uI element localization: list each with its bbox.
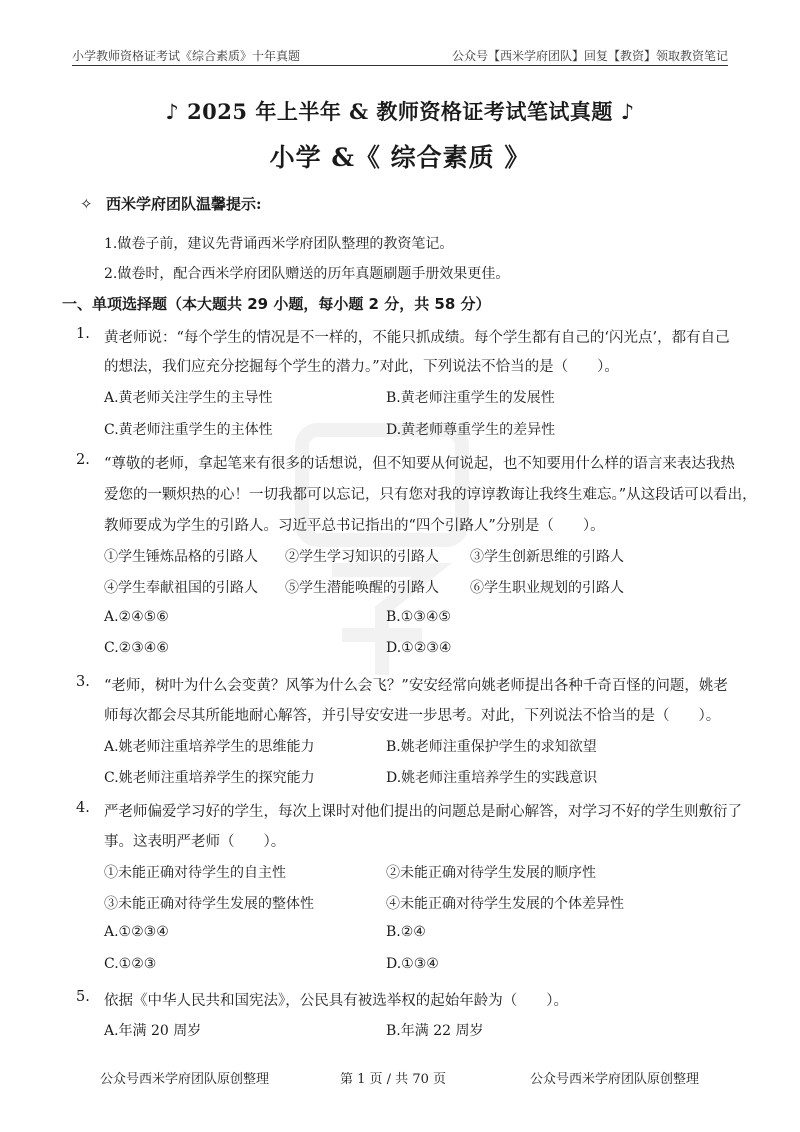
question-text-line: 师每次都会尽其所能地耐心解答，并引导安安进一步思考。对此，下列说法不恰当的是（ ）。 — [104, 708, 721, 724]
page-header — [72, 45, 728, 66]
statement: ②学生学习知识的引路人 — [285, 549, 439, 565]
statement: ⑥学生职业规划的引路人 — [470, 580, 624, 596]
option-b: B.黄老师注重学生的发展性 — [386, 390, 555, 406]
option-c: C.①②③ — [104, 956, 157, 972]
question-number: 3. — [76, 674, 90, 690]
question-text-line: 依据《中华人民共和国宪法》，公民具有被选举权的起始年龄为（ ）。 — [104, 993, 568, 1009]
option-d: D.①②③④ — [386, 640, 452, 656]
statement: ④学生奉献祖国的引路人 — [104, 580, 258, 596]
question-text-line: “尊敬的老师，拿起笔来有很多的话想说，但不知要从何说起，也不知要用什么样的语言来表达我热 — [104, 456, 735, 472]
page-number: 第 1 页 / 共 70 页 — [340, 1072, 446, 1087]
option-a: A.黄老师关注学生的主导性 — [104, 390, 273, 406]
option-b: B.年满 22 周岁 — [386, 1023, 484, 1039]
option-c: C.姚老师注重培养学生的探究能力 — [104, 770, 315, 786]
option-d: D.①③④ — [386, 956, 439, 972]
footer-left: 公众号西米学府团队原创整理 — [100, 1072, 270, 1087]
question-text-line: 严老师偏爱学习好的学生，每次上课时对他们提出的问题总是耐心解答，对学习不好的学生则敷衍了 — [104, 804, 742, 820]
option-d: D.黄老师尊重学生的差异性 — [386, 422, 556, 438]
statement: ①未能正确对待学生的自主性 — [104, 865, 286, 881]
question-text-line: “老师，树叶为什么会变黄？风筝为什么会飞？”安安经常向姚老师提出各种千奇百怪的问题，姚老 — [104, 678, 728, 694]
question-number: 4. — [76, 800, 90, 816]
header-left: 小学教师资格证考试《综合素质》十年真题 — [72, 49, 301, 63]
statement: ②未能正确对待学生发展的顺序性 — [386, 865, 596, 881]
tips-heading-text: 西米学府团队温馨提示: — [106, 195, 262, 213]
question-number: 2. — [76, 452, 90, 468]
tip-item: 1.做卷子前，建议先背诵西米学府团队整理的教资笔记。 — [104, 236, 454, 252]
tip-item: 2.做卷时，配合西米学府团队赠送的历年真题刷题手册效果更佳。 — [104, 266, 510, 282]
statement: ③未能正确对待学生发展的整体性 — [104, 896, 314, 912]
question-text-line: 黄老师说：“每个学生的情况是不一样的，不能只抓成绩。每个学生都有自己的‘闪光点’，都有自己 — [104, 330, 730, 346]
option-a: A.②④⑤⑥ — [104, 609, 169, 625]
question-text-line: 的想法，我们应充分挖掘每个学生的潜力。”对此，下列说法不恰当的是（ ）。 — [104, 359, 619, 375]
option-a: A.年满 20 周岁 — [104, 1023, 202, 1039]
option-b: B.①③④⑤ — [386, 609, 451, 625]
sparkle-icon: ✧ — [80, 195, 93, 213]
tips-heading — [80, 193, 262, 214]
question-text-line: 教师要成为学生的引路人。习近平总书记指出的“四个引路人”分别是（ ）。 — [104, 518, 605, 534]
header-right: 公众号【西米学府团队】回复【教资】领取教资笔记 — [451, 49, 728, 63]
option-a: A.姚老师注重培养学生的思维能力 — [104, 739, 315, 755]
question-number: 1. — [76, 326, 90, 342]
option-b: B.②④ — [386, 924, 426, 940]
footer-right: 公众号西米学府团队原创整理 — [530, 1072, 700, 1087]
option-b: B.姚老师注重保护学生的求知欲望 — [386, 739, 597, 755]
option-d: D.姚老师注重培养学生的实践意识 — [386, 770, 598, 786]
option-c: C.②③④⑥ — [104, 640, 169, 656]
statement: ③学生创新思维的引路人 — [470, 549, 624, 565]
option-a: A.①②③④ — [104, 924, 169, 940]
statement: ④未能正确对待学生发展的个体差异性 — [386, 896, 624, 912]
section-title: 一、单项选择题（本大题共 29 小题，每小题 2 分，共 58 分） — [62, 295, 491, 313]
page-subtitle: 小学 &《 综合素质 》 — [269, 143, 531, 172]
page-title: ♪ 2025 年上半年 & 教师资格证考试笔试真题 ♪ — [165, 99, 635, 124]
option-c: C.黄老师注重学生的主体性 — [104, 422, 273, 438]
statement: ⑤学生潜能唤醒的引路人 — [285, 580, 439, 596]
question-text-line: 事。这表明严老师（ ）。 — [104, 834, 286, 850]
question-number: 5. — [76, 989, 90, 1005]
question-text-line: 爱您的一颗炽热的心！一切我都可以忘记，只有您对我的谆谆教诲让我终生难忘。”从这段话可以看出， — [104, 487, 757, 503]
statement: ①学生锤炼品格的引路人 — [104, 549, 258, 565]
